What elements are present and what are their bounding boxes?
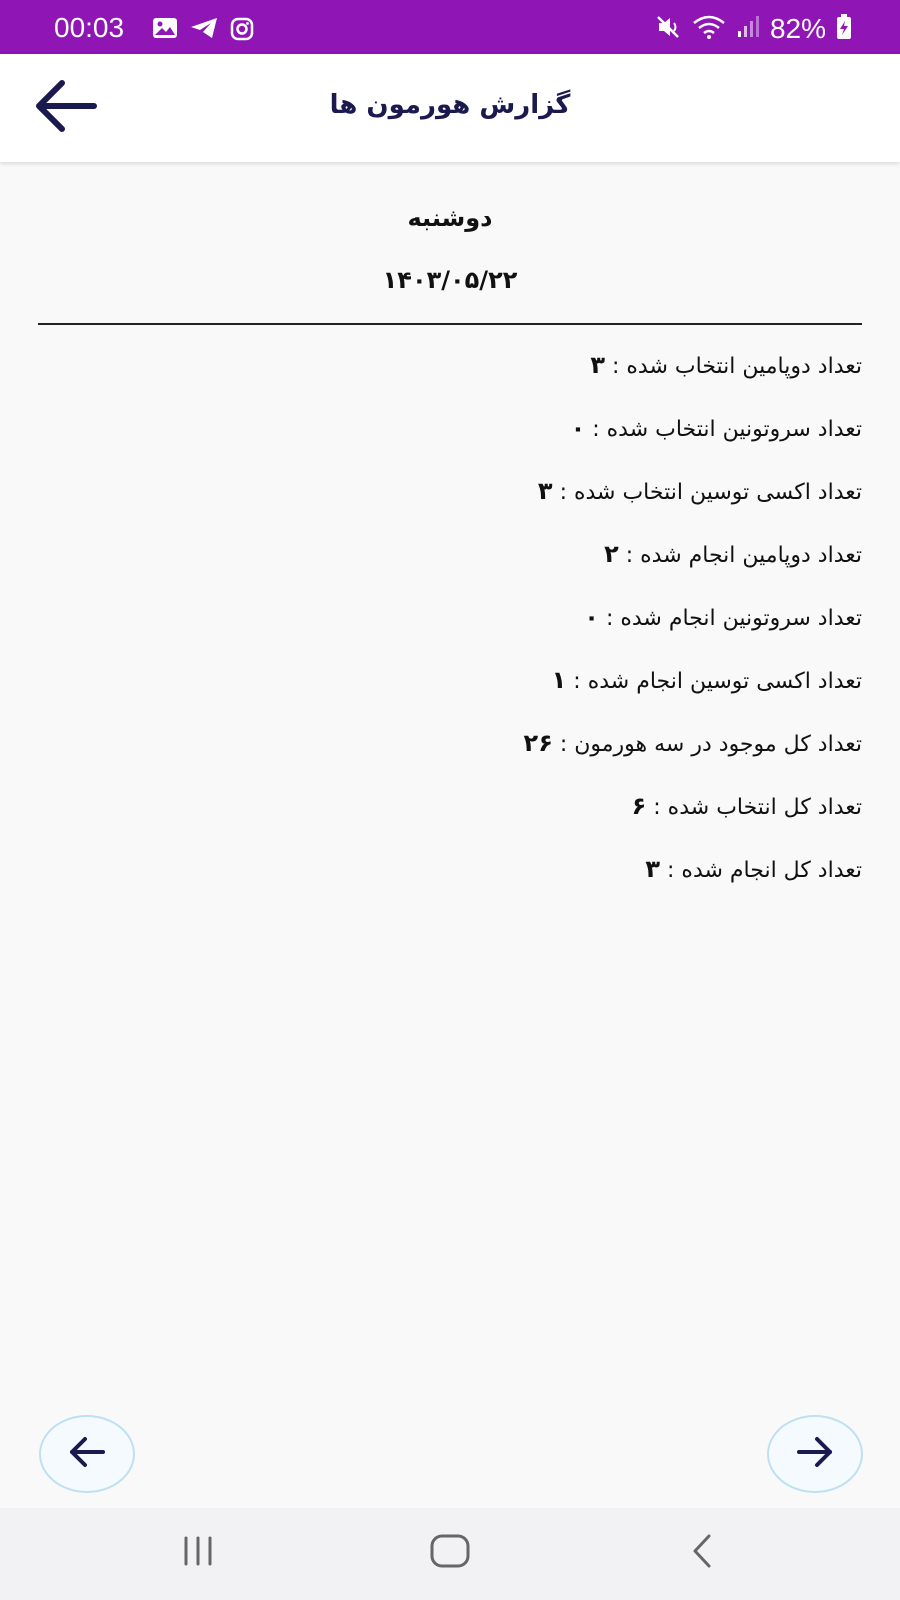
stat-label: تعداد دوپامین انتخاب شده :: [612, 354, 862, 379]
back-icon: [687, 1533, 717, 1573]
stat-dopamine-selected: [38, 345, 862, 408]
stat-label: تعداد سروتونین انجام شده :: [605, 606, 862, 631]
stat-value: ۳: [645, 855, 661, 883]
arrow-left-icon: [67, 1435, 107, 1473]
stat-dopamine-done: [38, 534, 862, 597]
recent-apps-button[interactable]: [168, 1528, 228, 1578]
status-notification-icons: [152, 17, 254, 45]
report-day: دوشنبه: [407, 204, 493, 232]
stat-label: تعداد کل انجام شده :: [667, 858, 862, 883]
report-date: ۱۴۰۳/۰۵/۲۲: [382, 266, 518, 294]
stat-total-selected: [38, 786, 862, 849]
stat-label: تعداد اکسی توسین انتخاب شده :: [559, 480, 862, 505]
stat-total-available: [38, 723, 862, 786]
stat-label: تعداد اکسی توسین انجام شده :: [573, 669, 862, 694]
signal-icon: [736, 15, 760, 43]
divider: [38, 323, 862, 325]
stat-label: تعداد کل انتخاب شده :: [653, 795, 862, 820]
stat-value: ۳: [537, 477, 553, 505]
page-title: گزارش هورمون ها: [329, 90, 571, 120]
stat-value: ۰: [584, 603, 599, 631]
mute-icon: [656, 15, 682, 43]
arrow-right-icon: [795, 1435, 835, 1473]
stat-value: ۱: [551, 666, 567, 694]
battery-charging-icon: [836, 14, 852, 44]
recent-apps-icon: [178, 1535, 218, 1571]
home-button[interactable]: [420, 1528, 480, 1578]
gallery-icon: [152, 17, 178, 45]
stat-oxytocin-selected: [38, 471, 862, 534]
instagram-icon: [230, 17, 254, 45]
stat-total-done: [38, 849, 862, 912]
app-bar: [0, 54, 900, 162]
stat-label: تعداد دوپامین انجام شده :: [625, 543, 862, 568]
battery-percent: 82%: [769, 13, 826, 44]
previous-day-button[interactable]: [39, 1415, 135, 1493]
stat-serotonin-selected: [38, 408, 862, 471]
system-nav-bar: [0, 1508, 900, 1600]
status-time: 00:03: [54, 12, 125, 43]
stat-value: ۲۶: [523, 729, 553, 757]
telegram-icon: [190, 17, 218, 45]
home-icon: [429, 1533, 471, 1573]
stat-value: ۰: [570, 414, 586, 442]
status-bar: [0, 0, 900, 54]
stat-oxytocin-done: [38, 660, 862, 723]
stat-serotonin-done: [38, 597, 862, 660]
stat-value: ۳: [590, 351, 605, 379]
stat-label: تعداد کل موجود در سه هورمون :: [559, 732, 862, 757]
wifi-icon: [692, 15, 726, 43]
stat-value: ۶: [631, 792, 647, 820]
system-back-button[interactable]: [672, 1528, 732, 1578]
stat-label: تعداد سروتونین انتخاب شده :: [592, 417, 862, 442]
status-system-icons: [656, 14, 852, 44]
next-day-button[interactable]: [767, 1415, 863, 1493]
stats-list: [38, 345, 862, 912]
stat-value: ۲: [604, 540, 619, 568]
